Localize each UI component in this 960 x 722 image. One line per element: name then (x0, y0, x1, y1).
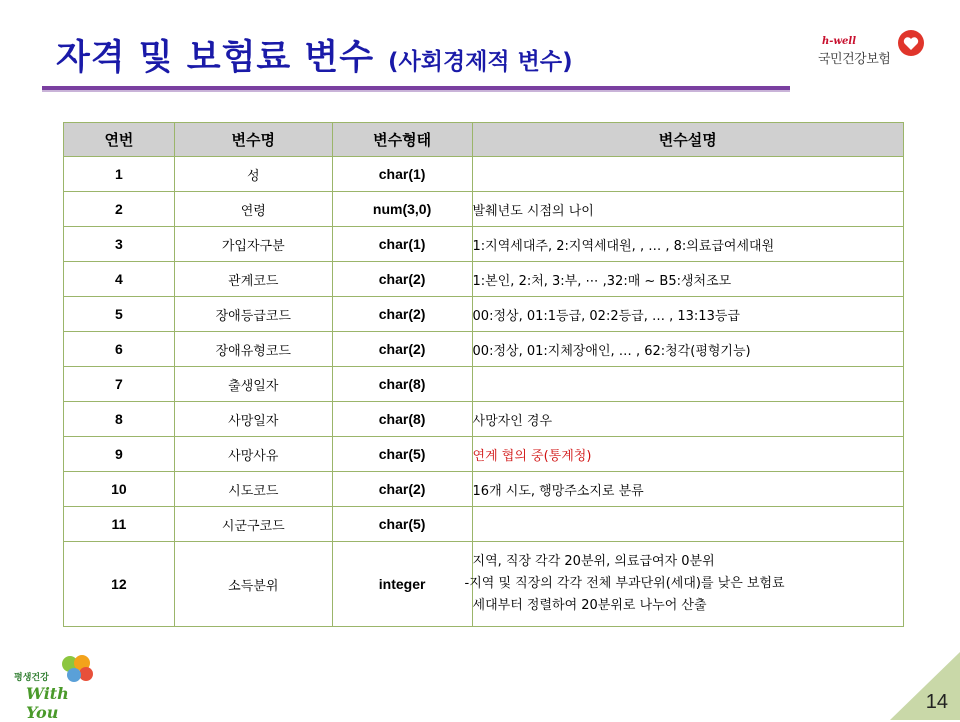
page-number: 14 (925, 691, 948, 713)
cell-name: 연령 (174, 192, 332, 227)
cell-desc: 1:지역세대주, 2:지역세대원, , … , 8:의료급여세대원 (472, 227, 903, 262)
cell-type: num(3,0) (332, 192, 472, 227)
cell-type: char(2) (332, 332, 472, 367)
header-desc: 변수설명 (472, 123, 903, 157)
cell-name: 성 (174, 157, 332, 192)
cell-desc: 00:정상, 01:지체장애인, … , 62:청각(평형기능) (472, 332, 903, 367)
clover-icon (56, 654, 100, 686)
footer-logo-with: With You (26, 684, 69, 722)
cell-desc: 발췌년도 시점의 나이 (472, 192, 903, 227)
table-row (64, 262, 904, 297)
cell-type: char(2) (332, 297, 472, 332)
cell-no: 11 (64, 507, 175, 542)
cell-no: 8 (64, 402, 175, 437)
table-header-row (64, 123, 904, 157)
cell-no: 7 (64, 367, 175, 402)
cell-name: 시도코드 (174, 472, 332, 507)
cell-no: 1 (64, 157, 175, 192)
cell-type: char(1) (332, 227, 472, 262)
cell-name: 가입자구분 (174, 227, 332, 262)
table-row (64, 437, 904, 472)
header-type: 변수형태 (332, 123, 472, 157)
title-underline-shadow (42, 90, 790, 92)
table-row (64, 507, 904, 542)
table-row (64, 402, 904, 437)
cell-desc (472, 507, 903, 542)
cell-type: char(5) (332, 437, 472, 472)
cell-name: 사망사유 (174, 437, 332, 472)
cell-name: 장애등급코드 (174, 297, 332, 332)
table-row (64, 367, 904, 402)
slide-title (56, 30, 573, 86)
cell-type: char(8) (332, 402, 472, 437)
cell-type: char(1) (332, 157, 472, 192)
table-row (64, 472, 904, 507)
cell-no: 5 (64, 297, 175, 332)
cell-desc: 00:정상, 01:1등급, 02:2등급, … , 13:13등급 (472, 297, 903, 332)
cell-type: char(8) (332, 367, 472, 402)
cell-no: 9 (64, 437, 175, 472)
with-you-logo (12, 654, 104, 722)
footer-logo-text: 평생건강 (14, 673, 49, 683)
cell-type: char(2) (332, 262, 472, 297)
table-row (64, 157, 904, 192)
logo-org-name: 국민건강보험 (818, 52, 891, 67)
heart-logo-icon (896, 28, 926, 58)
cell-desc: 사망자인 경우 (472, 402, 903, 437)
cell-desc-highlight: 연계 협의 중(통계청) (472, 437, 903, 472)
cell-desc: 1:본인, 2:처, 3:부, ⋯ ,32:매 ~ B5:생처조모 (472, 262, 903, 297)
desc-line: 세대부터 정렬하여 20분위로 나누어 산출 (472, 598, 707, 613)
cell-no: 6 (64, 332, 175, 367)
table-row (64, 332, 904, 367)
cell-name: 출생일자 (174, 367, 332, 402)
cell-no: 10 (64, 472, 175, 507)
cell-no: 2 (64, 192, 175, 227)
table-row (64, 297, 904, 332)
cell-name: 소득분위 (174, 542, 332, 627)
desc-line: 지역, 직장 각각 20분위, 의료급여자 0분위 (472, 554, 715, 569)
table-row (64, 227, 904, 262)
table-row (64, 192, 904, 227)
cell-type: integer (332, 542, 472, 627)
cell-type: char(5) (332, 507, 472, 542)
table-row (64, 542, 904, 627)
cell-no: 12 (64, 542, 175, 627)
cell-type: char(2) (332, 472, 472, 507)
cell-desc: 16개 시도, 행망주소지로 분류 (472, 472, 903, 507)
cell-desc-multiline (464, 542, 903, 627)
header-name: 변수명 (174, 123, 332, 157)
cell-name: 관계코드 (174, 262, 332, 297)
title-subtitle: (사회경제적 변수) (388, 49, 573, 75)
cell-name: 사망일자 (174, 402, 332, 437)
header-no: 연번 (64, 123, 175, 157)
cell-no: 4 (64, 262, 175, 297)
nhis-logo (818, 28, 930, 72)
variable-table (63, 122, 904, 627)
title-main: 자격 및 보험료 변수 (56, 38, 375, 78)
desc-line: -지역 및 직장의 각각 전체 부과단위(세대)를 낮은 보험료 (464, 576, 785, 591)
cell-no: 3 (64, 227, 175, 262)
cell-desc (472, 367, 903, 402)
cell-name: 장애유형코드 (174, 332, 332, 367)
cell-name: 시군구코드 (174, 507, 332, 542)
logo-tagline: h-well (822, 36, 856, 47)
cell-desc (472, 157, 903, 192)
